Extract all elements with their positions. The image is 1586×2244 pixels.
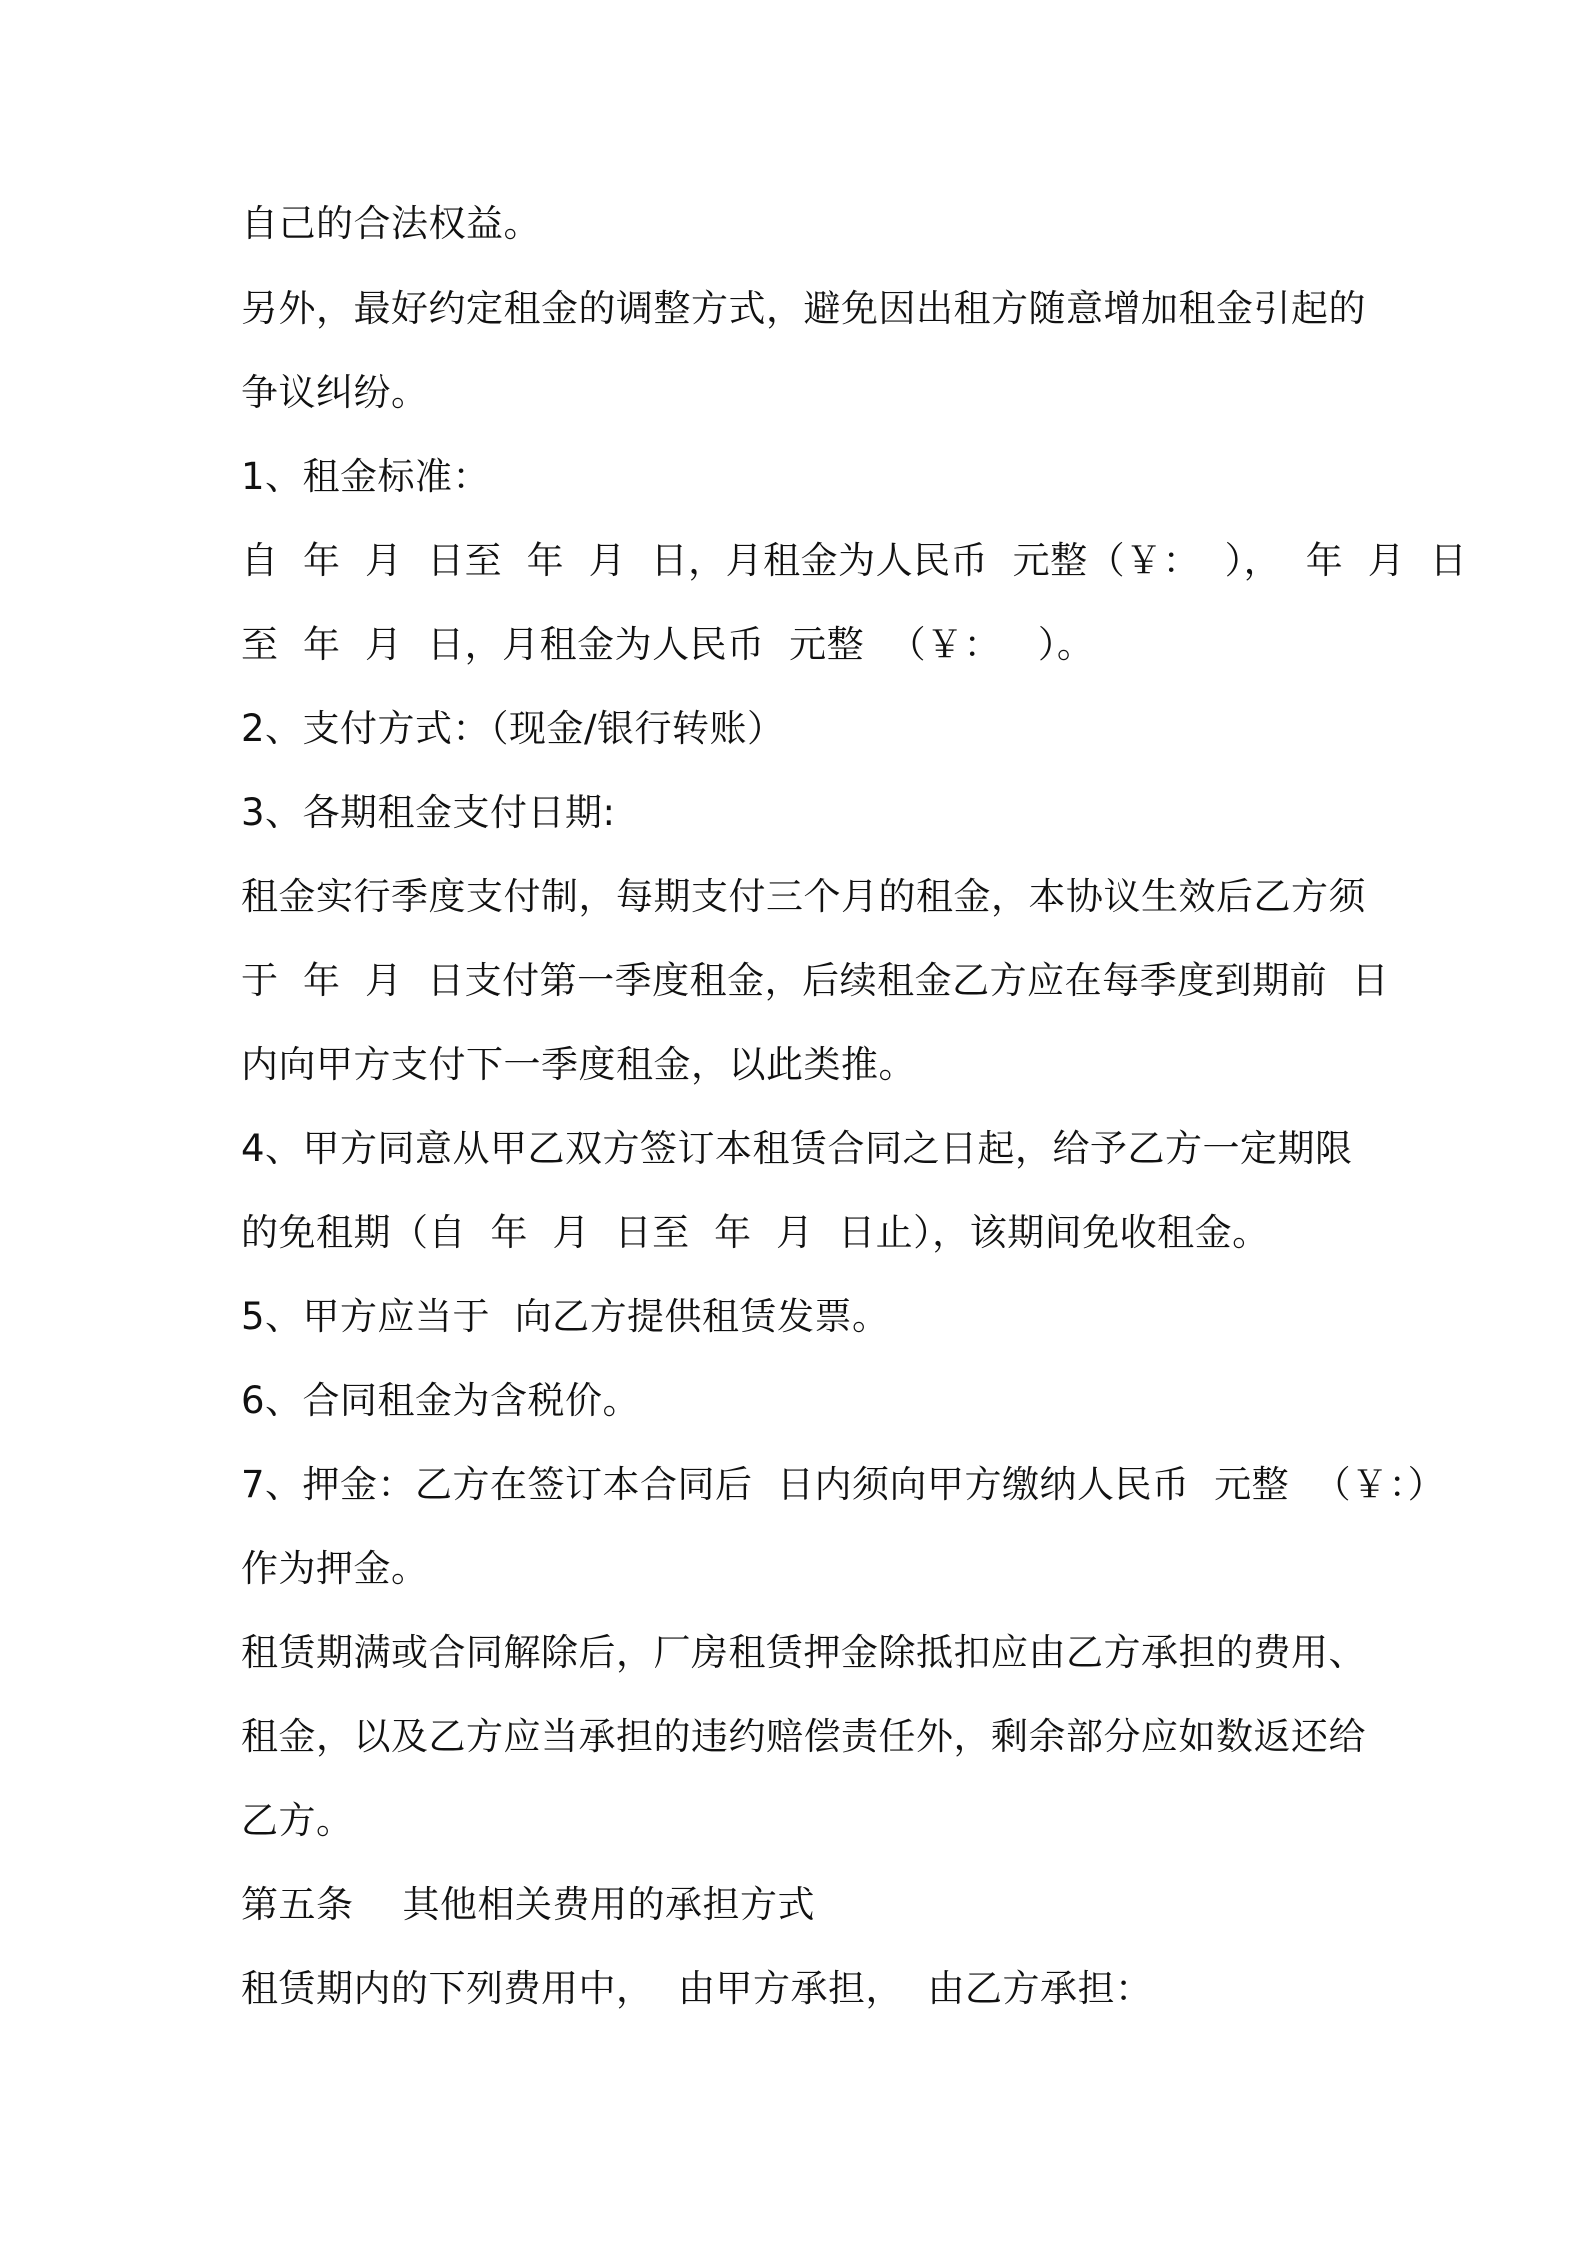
text-line: 于 年 月 日支付第一季度租金，后续租金乙方应在每季度到期前 日	[241, 959, 1390, 1002]
text-line: 至 年 月 日，月租金为人民币 元整 （￥： ）。	[241, 623, 1095, 666]
text-line: 5、甲方应当于 向乙方提供租赁发票。	[241, 1295, 890, 1338]
text-line: 6、合同租金为含税价。	[241, 1379, 641, 1422]
text-line: 作为押金。	[241, 1547, 429, 1590]
text-line: 3、各期租金支付日期:	[241, 791, 616, 834]
text-line: 2、支付方式：（现金/银行转账）	[241, 707, 785, 750]
section-heading: 第五条 其他相关费用的承担方式	[241, 1883, 816, 1926]
text-line: 乙方。	[241, 1799, 354, 1842]
text-line: 争议纠纷。	[241, 371, 429, 414]
text-line: 自己的合法权益。	[241, 202, 541, 245]
text-line: 4、甲方同意从甲乙双方签订本租赁合同之日起，给予乙方一定期限	[241, 1127, 1353, 1170]
text-line: 租赁期内的下列费用中， 由甲方承担， 由乙方承担：	[241, 1967, 1153, 2010]
text-line: 租金，以及乙方应当承担的违约赔偿责任外，剩余部分应如数返还给	[241, 1715, 1366, 1758]
text-line: 租金实行季度支付制，每期支付三个月的租金，本协议生效后乙方须	[241, 875, 1366, 918]
text-line: 另外，最好约定租金的调整方式，避免因出租方随意增加租金引起的	[241, 287, 1366, 330]
text-line: 7、押金：乙方在签订本合同后 日内须向甲方缴纳人民币 元整 （￥：）	[241, 1463, 1446, 1506]
text-line: 的免租期（自 年 月 日至 年 月 日止），该期间免收租金。	[241, 1211, 1270, 1254]
text-line: 自 年 月 日至 年 月 日，月租金为人民币 元整（￥： ）， 年 月 日	[241, 539, 1468, 582]
text-line: 1、租金标准：	[241, 455, 491, 498]
text-line: 内向甲方支付下一季度租金，以此类推。	[241, 1043, 916, 1086]
text-line: 租赁期满或合同解除后，厂房租赁押金除抵扣应由乙方承担的费用、	[241, 1631, 1366, 1674]
